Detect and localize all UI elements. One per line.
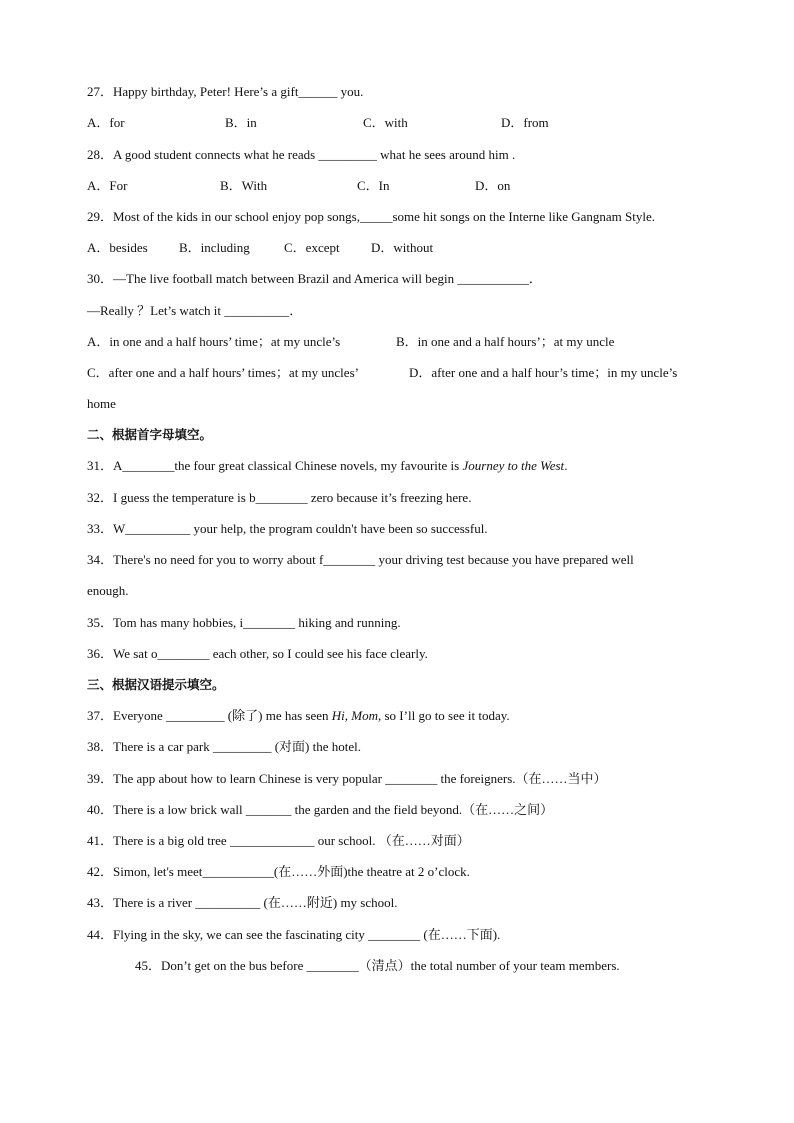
question-31 bbox=[87, 458, 567, 474]
question-30-reply: —Really ？Let’s watch it __________． bbox=[87, 303, 303, 318]
question-40: 40．There is a low brick wall _______ the garden and the field beyond.（在……之间） bbox=[87, 802, 554, 817]
question-30: 30．—The live football match between Brazil and America will begin ___________． bbox=[87, 271, 542, 286]
question-34: 34．There's no need for you to worry about f________ your driving test because you have prepared well bbox=[87, 552, 634, 567]
q30-option-d-wrap: home bbox=[87, 396, 116, 411]
q37-end: , so I’ll go to see it today. bbox=[378, 708, 510, 723]
question-43: 43．There is a river __________ (在……附近) my school. bbox=[87, 895, 398, 910]
question-35: 35．Tom has many hobbies, i________ hiking and running. bbox=[87, 615, 401, 630]
q37-text: 37．Everyone _________ (除了) me has seen bbox=[87, 708, 332, 723]
q37-title: Hi, Mom bbox=[331, 708, 378, 723]
q29-option-a: A．besides bbox=[87, 240, 148, 255]
q28-option-c: C．In bbox=[357, 178, 390, 193]
question-36: 36．We sat o________ each other, so I could see his face clearly. bbox=[87, 646, 428, 661]
q30-option-d: D．after one and a half hour’s time；in my uncle’s bbox=[409, 365, 678, 380]
question-39: 39．The app about how to learn Chinese is very popular ________ the foreigners.（在……当中） bbox=[87, 771, 607, 786]
question-37 bbox=[87, 708, 510, 724]
question-33: 33．W__________ your help, the program couldn't have been so successful. bbox=[87, 521, 488, 536]
q29-option-d: D．without bbox=[371, 240, 434, 255]
q28-option-d: D．on bbox=[475, 178, 511, 193]
question-41: 41．There is a big old tree _____________ our school. （在……对面） bbox=[87, 833, 470, 848]
q27-option-b: B．in bbox=[225, 115, 257, 130]
question-45: 45．Don’t get on the bus before ________（清点）the total number of your team members. bbox=[135, 958, 620, 973]
question-42: 42．Simon, let's meet___________(在……外面)the theatre at 2 o’clock. bbox=[87, 864, 470, 879]
question-44: 44．Flying in the sky, we can see the fascinating city ________ (在……下面). bbox=[87, 927, 501, 942]
section-2-heading: 二、根据首字母填空。 bbox=[87, 427, 213, 442]
q31-title: Journey to the West bbox=[462, 458, 565, 473]
q28-option-b: B．With bbox=[220, 178, 268, 193]
question-27: 27．Happy birthday, Peter! Here’s a gift______ you. bbox=[87, 84, 364, 99]
q30-option-b: B．in one and a half hours’；at my uncle bbox=[396, 334, 615, 349]
q27-option-d: D．from bbox=[501, 115, 549, 130]
question-32: 32．I guess the temperature is b________ zero because it’s freezing here. bbox=[87, 490, 472, 505]
section-3-heading: 三、根据汉语提示填空。 bbox=[87, 677, 225, 692]
question-29: 29．Most of the kids in our school enjoy pop songs,_____some hit songs on the Interne like Gangnam Style. bbox=[87, 209, 655, 224]
q28-option-a: A．For bbox=[87, 178, 128, 193]
question-28: 28．A good student connects what he reads _________ what he sees around him . bbox=[87, 147, 516, 162]
q27-option-a: A．for bbox=[87, 115, 125, 130]
q30-option-a: A．in one and a half hours’ time；at my uncle’s bbox=[87, 334, 341, 349]
question-38: 38．There is a car park _________ (对面) the hotel. bbox=[87, 739, 362, 754]
q31-text: 31．A________the four great classical Chinese novels, my favourite is bbox=[87, 458, 463, 473]
q29-option-b: B．including bbox=[179, 240, 250, 255]
q30-option-c: C．after one and a half hours’ times；at my uncles’ bbox=[87, 365, 359, 380]
question-34-wrap: enough. bbox=[87, 583, 129, 598]
q27-option-c: C．with bbox=[363, 115, 408, 130]
q29-option-c: C．except bbox=[284, 240, 340, 255]
q31-end: . bbox=[564, 458, 568, 473]
